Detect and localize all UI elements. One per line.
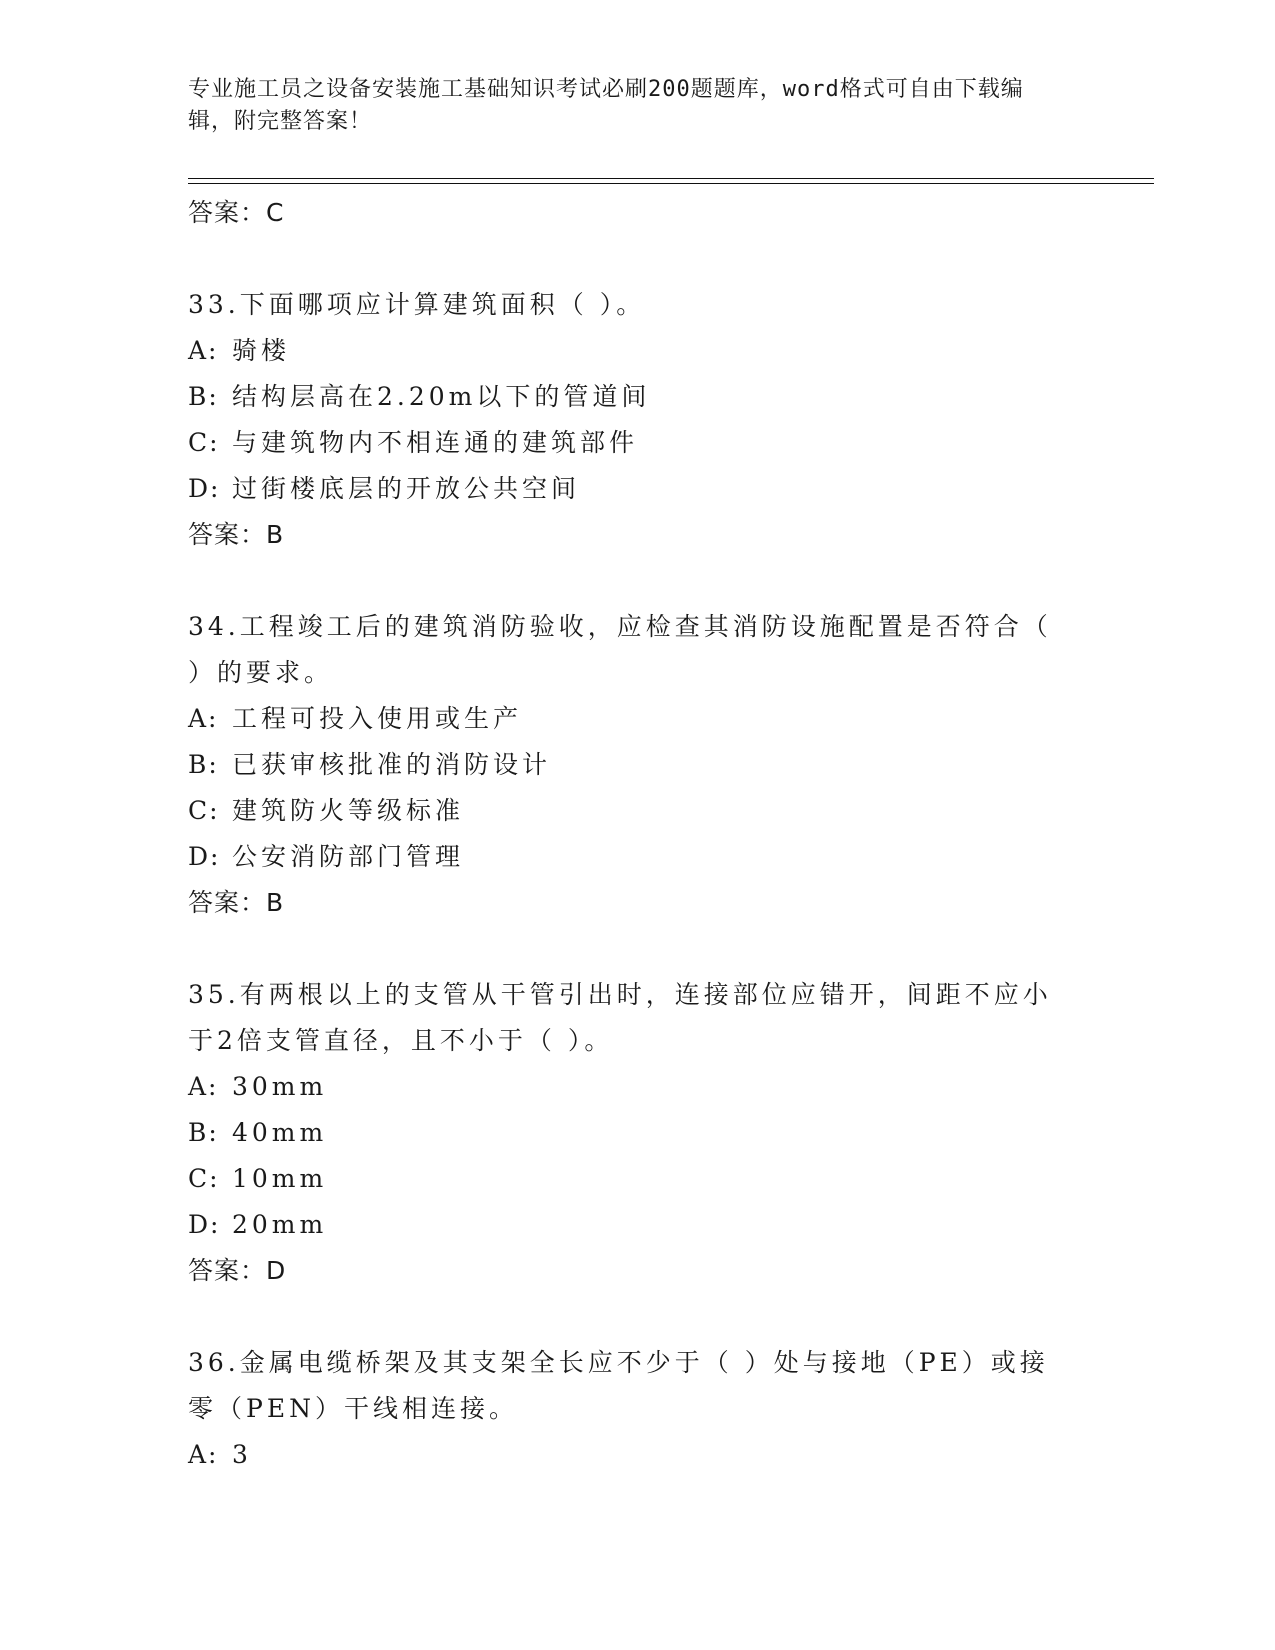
option-key: C:: [188, 1164, 220, 1193]
option-d: [188, 1202, 1088, 1248]
option-key: D:: [188, 842, 221, 871]
question-35: [188, 972, 1088, 1294]
answer-line: 答案：D: [188, 1256, 287, 1285]
option-key: A:: [188, 1440, 219, 1469]
option-d: [188, 466, 1088, 512]
question-text: 35.有两根以上的支管从干管引出时，连接部位应错开，间距不应小于2倍支管直径，且不小于（ ）。: [188, 980, 1052, 1055]
option-c: [188, 420, 1088, 466]
option-key: D:: [188, 474, 221, 503]
option-key: B:: [188, 382, 219, 411]
option-b: [188, 742, 1088, 788]
option-a: [188, 328, 1088, 374]
option-text: 20mm: [232, 1210, 328, 1239]
option-text: 与建筑物内不相连通的建筑部件: [232, 428, 639, 457]
option-key: C:: [188, 796, 220, 825]
option-key: D:: [188, 1210, 221, 1239]
option-text: 3: [232, 1440, 252, 1469]
option-text: 结构层高在2.20m以下的管道间: [232, 382, 651, 411]
option-key: A:: [188, 704, 219, 733]
option-text: 工程可投入使用或生产: [232, 704, 523, 733]
option-key: B:: [188, 1118, 219, 1147]
option-text: 已获审核批准的消防设计: [232, 750, 552, 779]
option-a: [188, 696, 1088, 742]
option-text: 10mm: [232, 1164, 328, 1193]
option-key: B:: [188, 750, 219, 779]
question-text: 34.工程竣工后的建筑消防验收，应检查其消防设施配置是否符合（ ）的要求。: [188, 612, 1052, 687]
option-b: [188, 1110, 1088, 1156]
option-text: 30mm: [232, 1072, 328, 1101]
question-34: [188, 604, 1088, 926]
answer-line: 答案：B: [188, 888, 285, 917]
option-text: 过街楼底层的开放公共空间: [232, 474, 581, 503]
option-key: A:: [188, 1072, 219, 1101]
answer-line: 答案：C: [188, 198, 285, 227]
question-text: 36.金属电缆桥架及其支架全长应不少于（ ）处与接地（PE）或接零（PEN）干线相连接。: [188, 1348, 1049, 1423]
question-36: [188, 1340, 1088, 1478]
option-a: [188, 1432, 1088, 1478]
option-c: [188, 788, 1088, 834]
option-d: [188, 834, 1088, 880]
option-b: [188, 374, 1088, 420]
option-text: 公安消防部门管理: [232, 842, 465, 871]
answer-line: 答案：B: [188, 520, 285, 549]
question-list: [188, 190, 1088, 1478]
option-key: A:: [188, 336, 219, 365]
question-33: [188, 282, 1088, 558]
option-c: [188, 1156, 1088, 1202]
option-a: [188, 1064, 1088, 1110]
header-divider: [188, 178, 1154, 179]
option-text: 建筑防火等级标准: [232, 796, 465, 825]
question-text: 33.下面哪项应计算建筑面积（ ）。: [188, 290, 646, 319]
document-header: 专业施工员之设备安装施工基础知识考试必刷200题题库，word格式可自由下载编辑，附完整答案！: [188, 77, 1024, 134]
option-text: 40mm: [232, 1118, 328, 1147]
option-text: 骑楼: [232, 336, 291, 365]
option-key: C:: [188, 428, 220, 457]
header-divider-second: [188, 183, 1154, 184]
